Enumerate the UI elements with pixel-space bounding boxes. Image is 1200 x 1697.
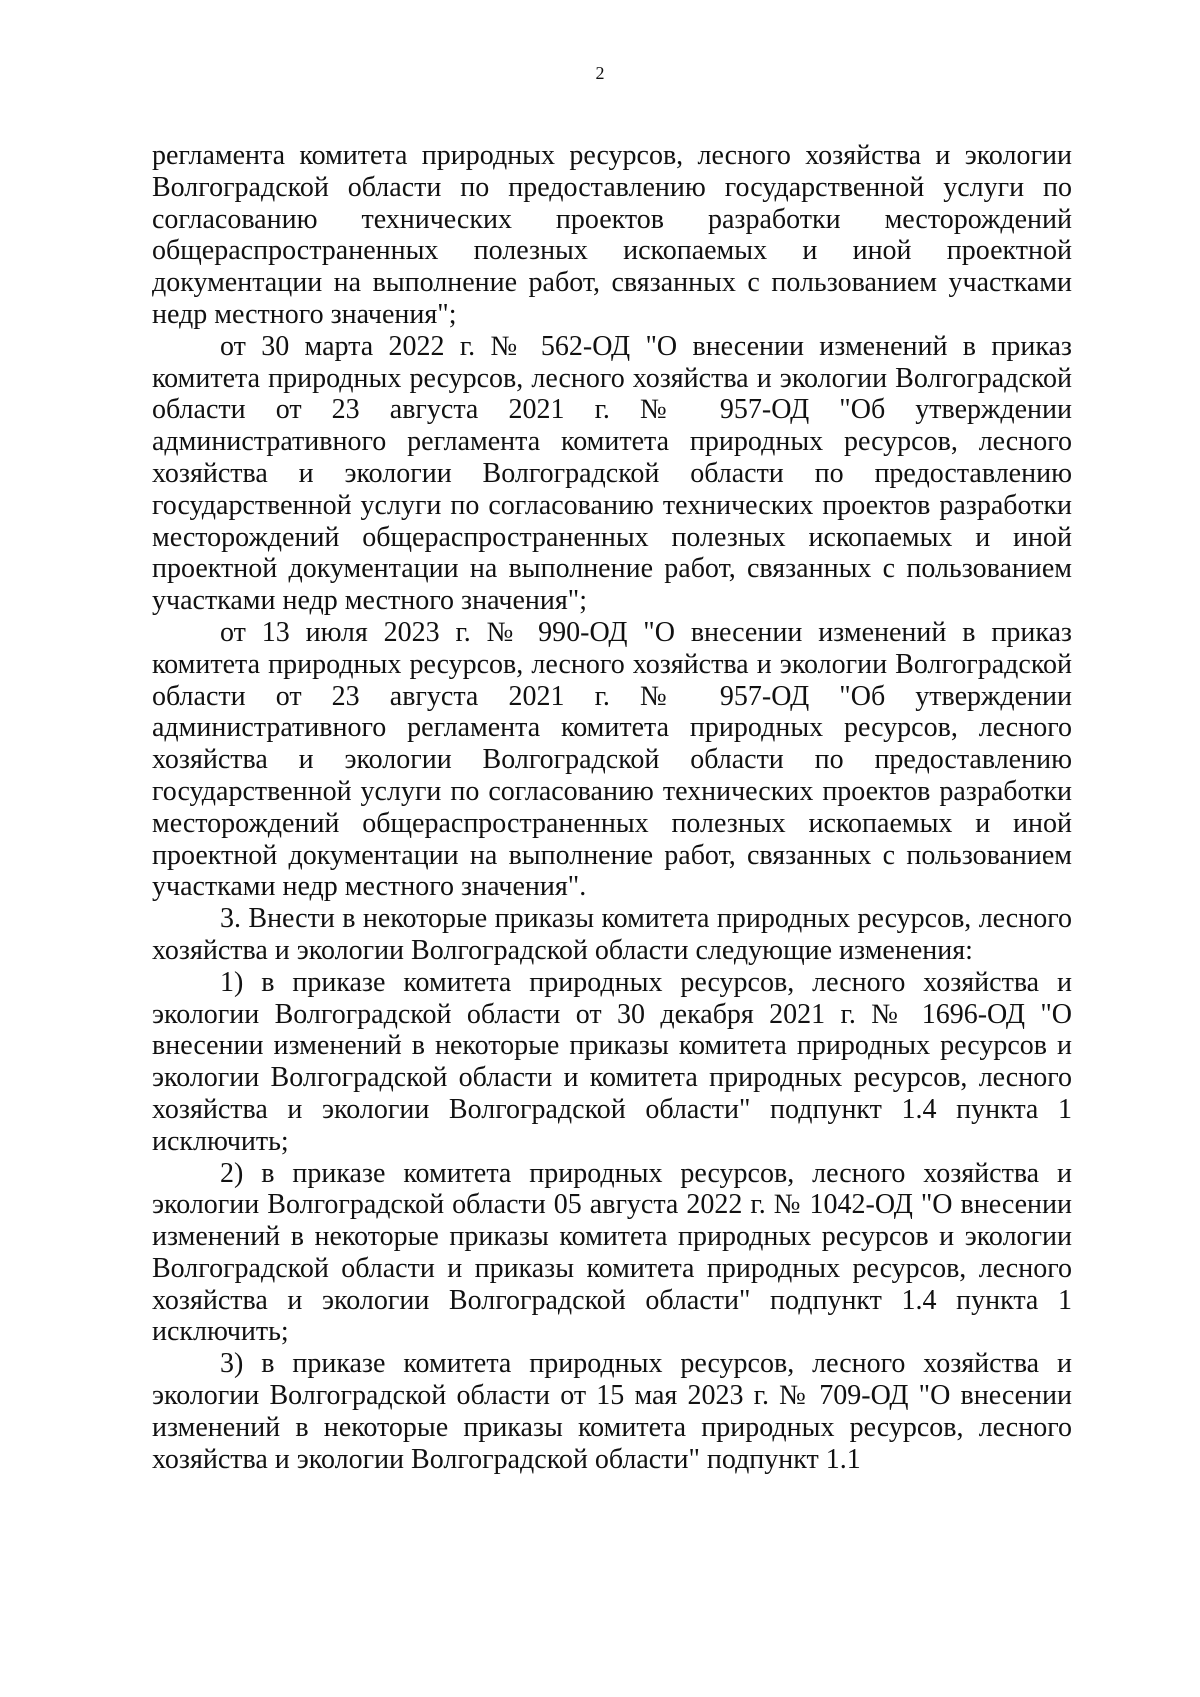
page-number: 2 [595,63,605,83]
paragraph-subitem-3: 3) в приказе комитета природных ресурсов, лесного хозяйства и экологии Волгоградской области от 15 мая 2023 г. № 709-ОД "О внесении изменений в некоторые приказы комитета природных ресурсов, лесного хозяйства и экологии Волгоградской области" подпункт 1.1 [152,1348,1072,1475]
paragraph-order-990: от 13 июля 2023 г. № 990-ОД "О внесении изменений в приказ комитета природных ресурсов, лесного хозяйства и экологии Волгоградской области от 23 августа 2021 г. № 957-ОД "Об утверждении административного регламента комитета природных ресурсов, лесного хозяйства и экологии Волгоградской области по предоставлению государственной услуги по согласованию технических проектов разработки месторождений общераспространенных полезных ископаемых и иной проектной документации на выполнение работ, связанных с пользованием участками недр местного значения". [152,616,1072,903]
paragraph-subitem-1: 1) в приказе комитета природных ресурсов, лесного хозяйства и экологии Волгоградской области от 30 декабря 2021 г. № 1696-ОД "О внесении изменений в некоторые приказы комитета природных ресурсов и экологии Волгоградской области и комитета природных ресурсов, лесного хозяйства и экологии Волгоградской области" подпункт 1.4 пункта 1 исключить; [152,966,1072,1157]
paragraph-order-562: от 30 марта 2022 г. № 562-ОД "О внесении изменений в приказ комитета природных ресурсов, лесного хозяйства и экологии Волгоградской области от 23 августа 2021 г. № 957-ОД "Об утверждении административного регламента комитета природных ресурсов, лесного хозяйства и экологии Волгоградской области по предоставлению государственной услуги по согласованию технических проектов разработки месторождений общераспространенных полезных ископаемых и иной проектной документации на выполнение работ, связанных с пользованием участками недр местного значения"; [152,330,1072,617]
paragraph-item-3: 3. Внести в некоторые приказы комитета природных ресурсов, лесного хозяйства и экологии Волгоградской области следующие изменения: [152,903,1072,966]
document-body [152,140,1072,1475]
paragraph-subitem-2: 2) в приказе комитета природных ресурсов, лесного хозяйства и экологии Волгоградской области 05 августа 2022 г. № 1042-ОД "О внесении изменений в некоторые приказы комитета природных ресурсов и экологии Волгоградской области и приказы комитета природных ресурсов, лесного хозяйства и экологии Волгоградской области" подпункт 1.4 пункта 1 исключить; [152,1157,1072,1348]
paragraph-continuation: регламента комитета природных ресурсов, лесного хозяйства и экологии Волгоградской области по предоставлению государственной услуги по согласованию технических проектов разработки месторождений общераспространенных полезных ископаемых и иной проектной документации на выполнение работ, связанных с пользованием участками недр местного значения"; [152,140,1072,330]
